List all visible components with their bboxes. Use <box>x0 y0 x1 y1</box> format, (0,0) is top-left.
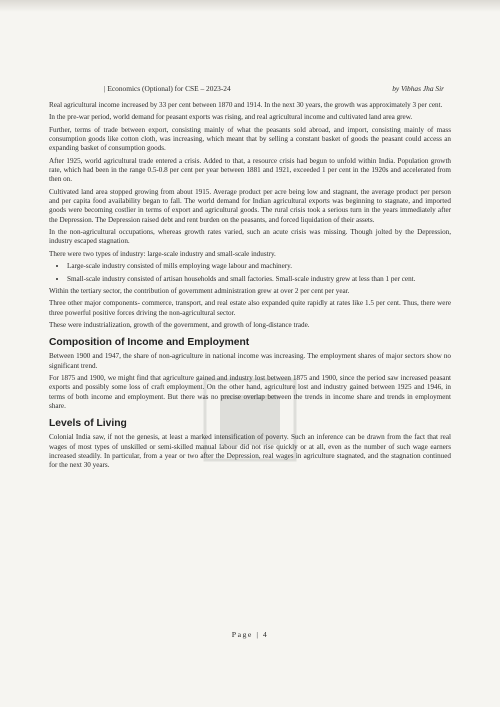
section-heading-levels-of-living: Levels of Living <box>49 418 127 430</box>
paragraph: After 1925, world agricultural trade entered a crisis. Added to that, a resource crisis had begun to unfold within India. Population growth rate, which had been in the range 0.5-0.8 per cent per year between 1881 and 1921, exceeded 1 per cent in the 1920s and accelerated from then on. <box>49 156 451 184</box>
paragraph: Three other major components- commerce, transport, and real estate also expanded quite rapidly at rates like 1.5 per cent. Thus, there were three powerful positive forces driving the non-agricultural sector. <box>49 299 451 317</box>
page-header <box>104 84 444 93</box>
paragraph: Between 1900 and 1947, the share of non-agriculture in national income was increasing. The employment shares of major sectors show no significant trend. <box>49 352 451 370</box>
page-number: Page | 4 <box>231 630 269 639</box>
industry-bullet-list <box>49 262 451 284</box>
bullet-item: • Large-scale industry consisted of mills employing wage labour and machinery. <box>67 262 451 271</box>
paragraph: In the pre-war period, world demand for peasant exports was rising, and real agricultural income and cultivated land area grew. <box>49 113 413 122</box>
paragraph: These were industrialization, growth of the government, and growth of long-distance trade. <box>49 320 310 329</box>
header-author: by Vibhas Jha Sir <box>392 84 444 93</box>
bullet-item: • Small-scale industry consisted of artisan households and small factories. Small-scale industry grew at less than 1 per cent. <box>67 275 451 284</box>
paragraph: Colonial India saw, if not the genesis, at least a marked intensification of poverty. Such an inference can be drawn from the fact that real wages of most types of unskilled or semi-skilled manual labour did not rise quickly or at all, even as the number of such wage earners increased steadily. In particular, from a year or two after the Depression, real wages in agriculture stagnated, and the stagnation continued for the next 30 years. <box>49 433 451 470</box>
paragraph: Further, terms of trade between export, consisting mainly of what the peasants sold abroad, and import, consisting mainly of mass consumption goods like cotton cloth, was increasing, which meant that by selling a constant basket of goods the peasant could access an expanding basket of consumption goods. <box>49 125 451 153</box>
paragraph: There were two types of industry: large-scale industry and small-scale industry. <box>49 249 276 258</box>
paragraph: In the non-agricultural occupations, whereas growth rates varied, such an acute crisis was missing. Though jolted by the Depression, industry escaped stagnation. <box>49 228 451 246</box>
paragraph: Real agricultural income increased by 33 per cent between 1870 and 1914. In the next 30 years, the growth was approximately 3 per cent. <box>49 101 443 109</box>
document-body <box>49 101 451 474</box>
header-course-title: | Economics (Optional) for CSE – 2023-24 <box>104 84 231 93</box>
paragraph: For 1875 and 1900, we might find that agriculture gained and industry lost between 1875 and 1900, since the period saw increased peasant exports and possibly some loss of craft employment. On the other hand, agriculture lost and industry gained between 1925 and 1946, in terms of both income and employment. But there was no precise overlap between the trends in income share and trends in employment share. <box>49 373 451 410</box>
paragraph: Cultivated land area stopped growing from about 1915. Average product per acre being low and stagnant, the average product per person and per capita food availability began to fall. The world demand for Indian agricultural exports was beginning to stagnate, and imported goods were becoming costlier in terms of export and agricultural goods. The rural crisis took a serious turn in the years immediately after the Depression. The Depression raised debt and rent burden on the peasants, and forced liquidation of their assets. <box>49 187 451 224</box>
section-heading-composition: Composition of Income and Employment <box>49 337 250 349</box>
paragraph: Within the tertiary sector, the contribution of government administration grew at over 2 per cent per year. <box>49 286 350 295</box>
scan-edge <box>0 0 500 12</box>
